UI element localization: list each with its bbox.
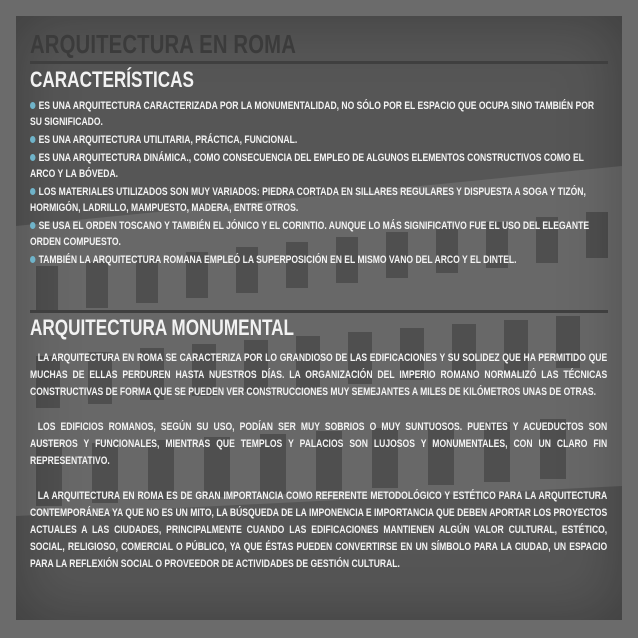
paragraph: LOS EDIFICIOS ROMANOS, SEGÚN SU USO, PODÍAN SER MUY SOBRIOS O MUY SUNTUOSOS. PUENTES Y ACUEDUCTOS SON AUSTEROS Y FUNCIONALES, MIENTRAS QUE TEMPLOS Y PALACIOS SON LUJOSOS Y MONUMENTALES, CON UN CLARO FIN REPRESENTATIVO. <box>30 421 608 467</box>
page-title: ARQUITECTURA EN ROMA <box>30 29 297 59</box>
monumental-paragraphs <box>30 350 607 591</box>
list-item-text: ES UNA ARQUITECTURA UTILITARIA, PRÁCTICA, FUNCIONAL. <box>38 134 298 146</box>
bullet-dot-icon <box>30 222 35 229</box>
list-item <box>30 98 607 130</box>
list-item <box>30 218 607 250</box>
list-item <box>30 184 607 216</box>
paragraph: LA ARQUITECTURA EN ROMA SE CARACTERIZA POR LO GRANDIOSO DE LAS EDIFICACIONES Y SU SOLIDEZ QUE HA PERMITIDO QUE MUCHAS DE ELLAS PERDUREN HASTA NUESTROS DÍAS. LA ORGANIZACIÓN DEL IMPERIO ROMANO NORMALIZÓ LAS TÉCNICAS CONSTRUCTIVAS DE FORMA QUE SE PUEDEN VER CONSTRUCCIONES MUY SEMEJANTES A MILES DE KILÓMETROS UNAS DE OTRAS. <box>30 352 608 398</box>
list-item-text: LOS MATERIALES UTILIZADOS SON MUY VARIADOS: PIEDRA CORTADA EN SILLARES REGULARES Y DISPUESTA A SOGA Y TIZÓN, HORMIGÓN, LADRILLO, MAMPUESTO, MADERA, ENTRE OTROS. <box>30 186 586 214</box>
section-heading-monumental: ARQUITECTURA MONUMENTAL <box>30 315 295 340</box>
bullet-dot-icon <box>30 136 35 143</box>
bullet-dot-icon <box>30 154 35 161</box>
list-item <box>30 252 607 268</box>
list-item <box>30 150 607 182</box>
content-frame <box>16 16 622 620</box>
content <box>16 16 622 620</box>
section-heading-caracteristicas: CARACTERÍSTICAS <box>30 67 194 92</box>
bullet-dot-icon <box>30 188 35 195</box>
list-item-text: SE USA EL ORDEN TOSCANO Y TAMBIÉN EL JÓNICO Y EL CORINTIO. AUNQUE LO MÁS SIGNIFICATIVO FUE EL USO DEL ELEGANTE ORDEN COMPUESTO. <box>30 220 590 248</box>
bullet-dot-icon <box>30 102 35 109</box>
list-item-text: TAMBIÉN LA ARQUITECTURA ROMANA EMPLEÓ LA SUPERPOSICIÓN EN EL MISMO VANO DEL ARCO Y EL DINTEL. <box>38 254 517 266</box>
list-item-text: ES UNA ARQUITECTURA CARACTERIZADA POR LA MONUMENTALIDAD, NO SÓLO POR EL ESPACIO QUE OCUPA SINO TAMBIÉN POR SU SIGNIFICADO. <box>30 100 595 128</box>
title-divider <box>30 61 608 64</box>
list-item-text: ES UNA ARQUITECTURA DINÁMICA., COMO CONSECUENCIA DEL EMPLEO DE ALGUNOS ELEMENTOS CONSTRUCTIVOS COMO EL ARCO Y LA BÓVEDA. <box>30 152 584 180</box>
section-divider <box>30 310 608 313</box>
paragraph: LA ARQUITECTURA EN ROMA ES DE GRAN IMPORTANCIA COMO REFERENTE METODOLÓGICO Y ESTÉTICO PARA LA ARQUITECTURA CONTEMPORÁNEA YA QUE NO ES UN MITO, LA BÚSQUEDA DE LA IMPONENCIA E IMPORTANCIA QUE DEBEN APORTAR LOS PROYECTOS ACTUALES A LAS CIUDADES, PRINCIPALMENTE CUANDO LAS EDIFICACIONES MANTIENEN ALGÚN VALOR CULTURAL, ESTÉTICO, SOCIAL, RELIGIOSO, COMERCIAL O PÚBLICO, YA QUE ÉSTAS PUEDEN CONVERTIRSE EN UN SÍMBOLO PARA LA CIUDAD, UN ESPACIO PARA LA REFLEXIÓN SOCIAL O PROVEEDOR DE ACTIVIDADES DE GESTIÓN CULTURAL. <box>30 490 608 570</box>
bullet-dot-icon <box>30 256 35 263</box>
list-item <box>30 132 607 148</box>
characteristics-list <box>30 98 607 270</box>
